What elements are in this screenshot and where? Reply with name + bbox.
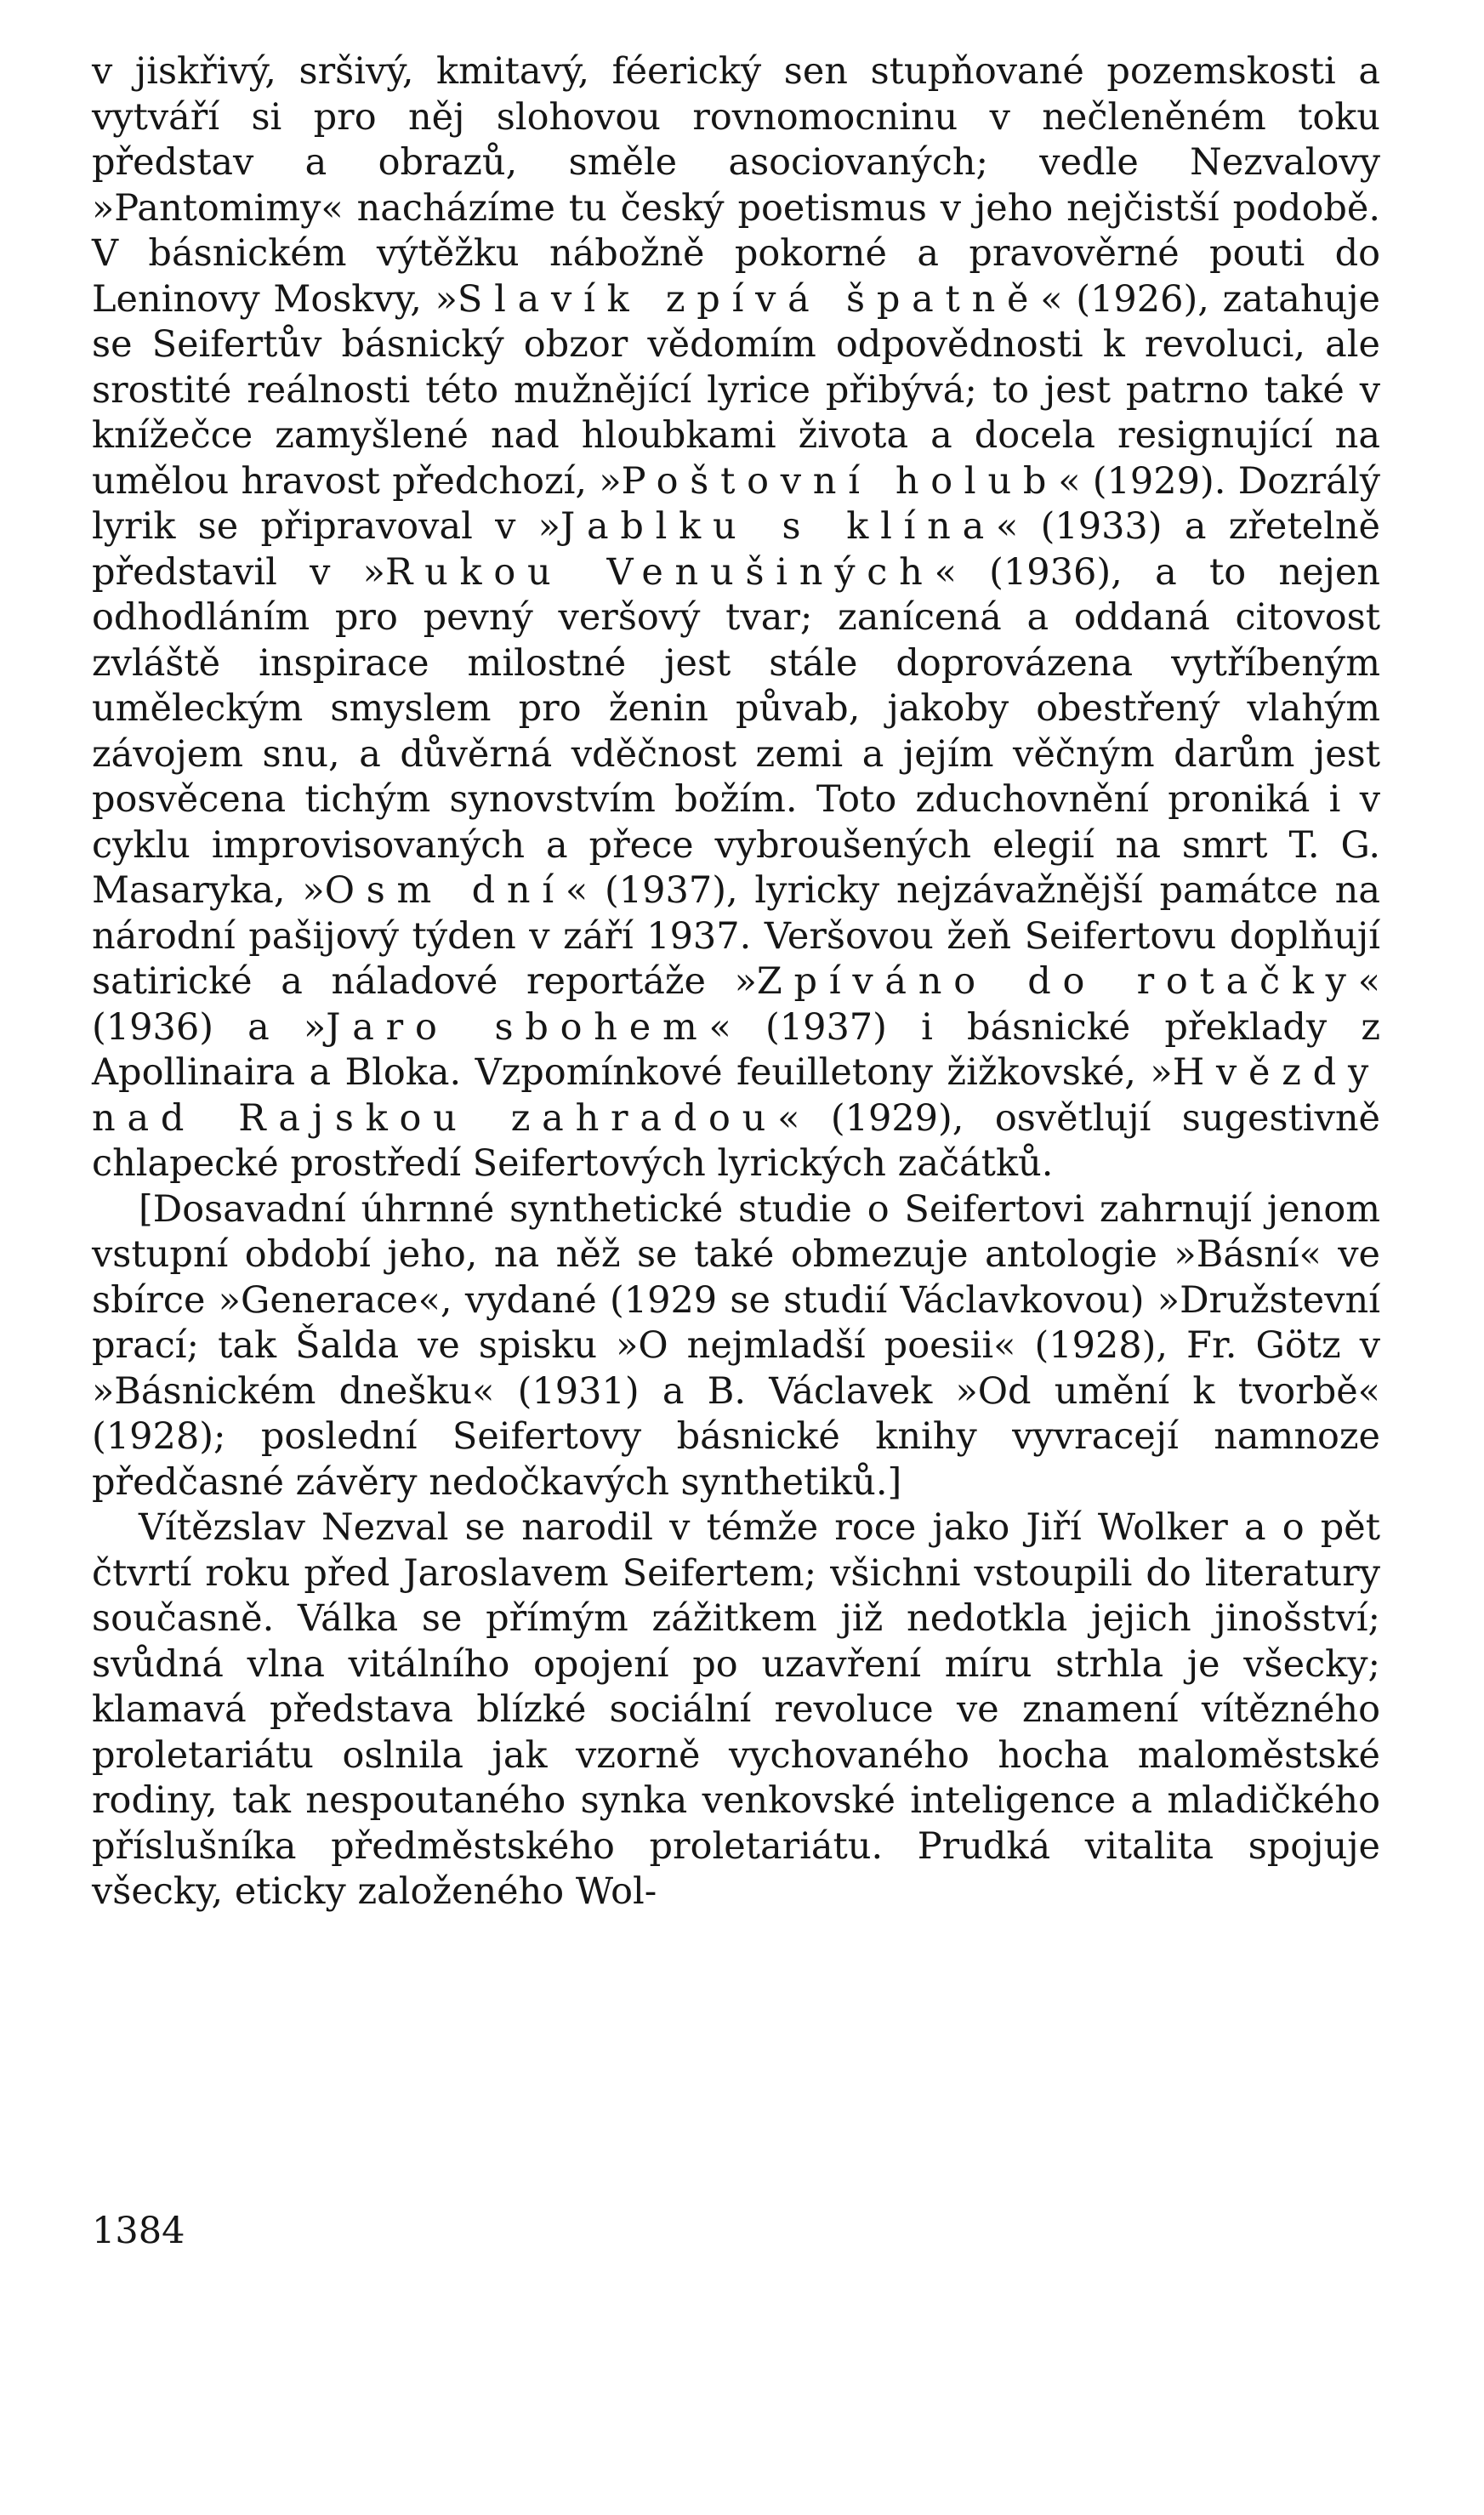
text-run: Vítězslav Nezval se narodil v témže roce jako Jiří Wolker a o pět čtvrtí roku před Jaroslavem Seifertem; všichni vstoupili do literatury současně. Válka se přímým zážitkem již nedotkla jejich jinošství; svůdná vlna vitálního opojení po uzavření míru strhla je všecky; klamavá představa blízké sociální revoluce ve znamení vítězného proletariátu oslnila jak vzorně vychovaného hocha maloměstské rodiny, tak nespoutaného synka venkovské inteligence a mladičkého příslušníka předměstského proletariátu. Prudká vitalita spojuje všecky, eticky založeného Wol-	[92, 1506, 1380, 1913]
text-run: « (1936) a »	[92, 960, 1381, 1049]
paragraph-nezval-intro	[92, 1505, 1380, 1915]
text-run: v jiskřivý, sršivý, kmitavý, féerický sen stupňované pozemskosti a vytváří si pro něj slohovou rovnomocninu v nečleněném toku představ a obrazů, směle asociovaných; vedle Nezvalovy »Pantomimy« nacházíme tu český poetismus v jeho nejčistší podobě. V básnickém výtěžku nábožně pokorné a pravověrné pouti do Leninovy Moskvy, »	[92, 50, 1380, 321]
page-text-column	[92, 49, 1380, 1915]
text-run: « (1936), a to nejen odhodláním pro pevný veršový tvar; zanícená a oddaná citovost zvláště inspirace milostné jest stále doprovázena vytříbeným uměleckým smyslem pro ženin půvab, jakoby obestřený vlahým závojem snu, a důvěrná vděčnost zemi a jejím věčným darům jest posvěcena tichým synovstvím božím. Toto zduchovnění proniká i v cyklu improvisovaných a přece vybroušených elegií na smrt T. G. Masaryka, »	[92, 550, 1381, 912]
text-run: « (1929). Dozrálý lyrik se připravoval v »	[92, 459, 1380, 548]
paragraph-seifert-studies	[92, 1187, 1380, 1506]
text-run: « (1937), lyricky nejzávažnější památce na národní pašijový týden v září 1937. Veršovou žeň Seifertovu doplňují satirické a náladové reportáže »	[92, 869, 1380, 1003]
text-run: [Dosavadní úhrnné synthetické studie o Seifertovi zahrnují jenom vstupní období jeho, na něž se také obmezuje antologie »Básní« ve sbírce »Generace«, vydané (1929 se studií Václavkovou) »Družstevní prací; tak Šalda ve spisku »O nejmladší poesii« (1928), Fr. Götz v »Básnickém dnešku« (1931) a B. Václavek »Od umění k tvorbě« (1928); poslední Seifertovy básnické knihy vyvracejí namnoze předčasné závěry nedočkavých synthetiků.]	[92, 1187, 1380, 1504]
text-run: « (1933) a zřetelně představil v »	[92, 505, 1380, 594]
spaced-title: Jablku s klína	[560, 505, 997, 548]
spaced-title: Osm dní	[324, 869, 566, 912]
spaced-title: Rukou Venušiných	[384, 550, 935, 594]
spaced-title: Poštovní holub	[621, 459, 1059, 503]
spaced-title: Slavík zpívá špatně	[457, 277, 1041, 321]
spaced-title: Jaro sbohem	[326, 1005, 709, 1049]
text-run: « (1926), zatahuje se Seifertův básnický obzor vědomím odpovědnosti k revoluci, ale srostité reálnosti této mužnějící lyrice přibývá; to jest patrno také v knížečce zamyšlené nad hloubkami života a docela resignující na umělou hravost předchozí, »	[92, 277, 1380, 503]
spaced-title: Zpíváno do rotačky	[756, 960, 1358, 1003]
page-number: 1384	[92, 2210, 185, 2252]
text-run: « (1929), osvětlují sugestivně chlapecké prostředí Seifertových lyrických začátků.	[92, 1096, 1380, 1185]
spaced-title: Hvězdy nad Rajskou zahradou	[92, 1051, 1380, 1140]
paragraph-seifert-works	[92, 49, 1380, 1187]
text-run: « (1937) i básnické překlady z Apollinaira a Bloka. Vzpomínkové feuilletony žižkovské, »	[92, 1005, 1381, 1094]
